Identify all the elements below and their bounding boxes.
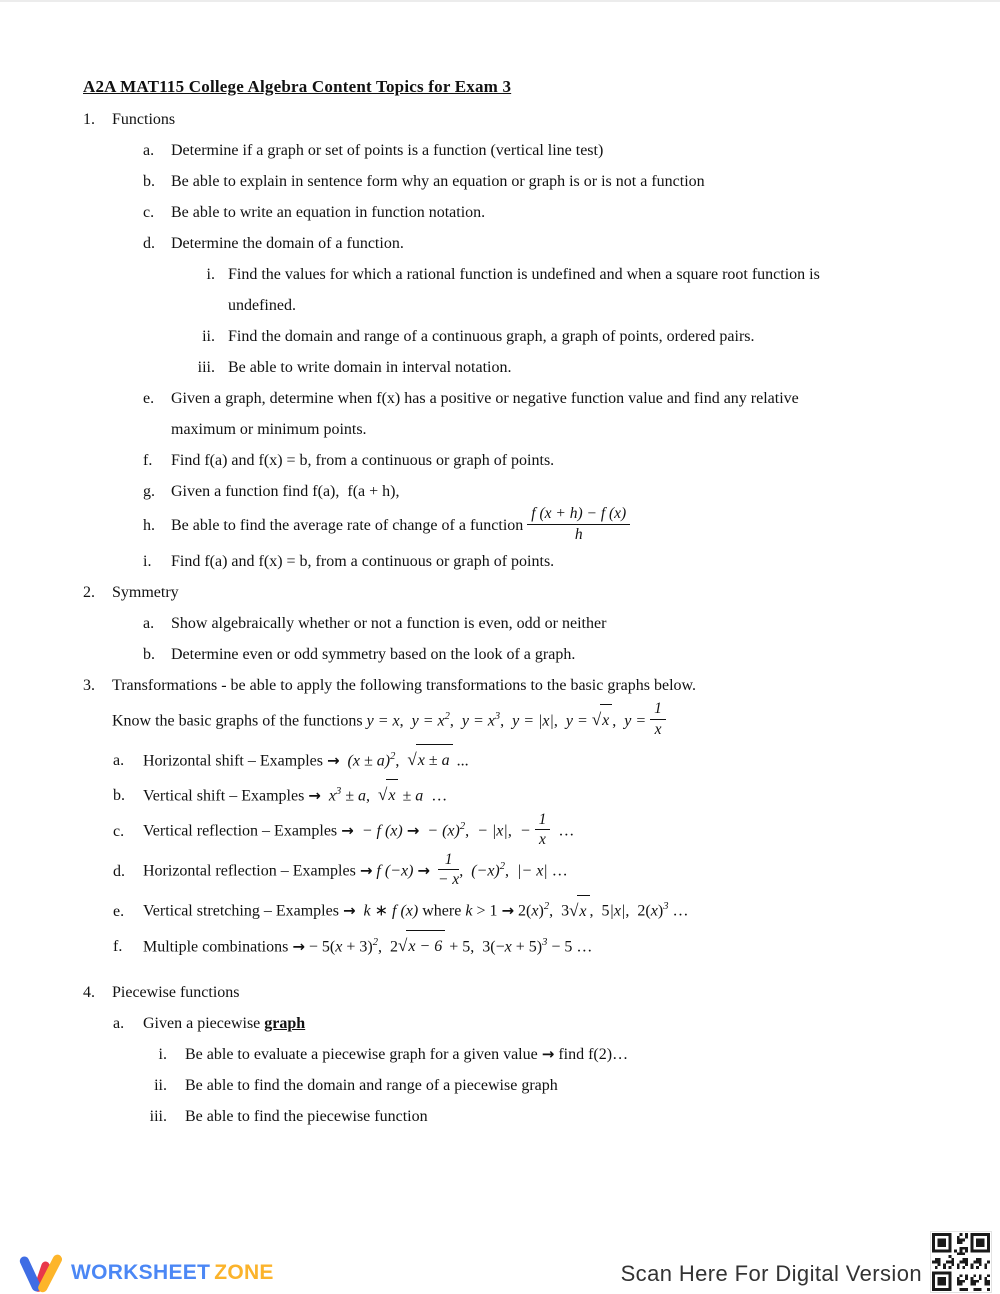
list-item — [0, 1008, 1000, 1039]
list-marker: ii. — [202, 328, 215, 345]
text-run: + 5, 3(− — [445, 937, 505, 955]
text-run: Functions — [112, 111, 176, 128]
math-run: (−x) — [471, 862, 500, 880]
arrow-icon: → — [541, 1044, 555, 1063]
text-run: Determine the domain of a function. — [171, 235, 404, 252]
text-run: , — [553, 711, 566, 729]
text-run: , — [507, 822, 520, 840]
list-marker: c. — [143, 204, 155, 221]
text-run: , — [465, 822, 478, 840]
list-marker: b. — [143, 645, 155, 663]
list-marker: 1. — [83, 111, 95, 128]
list-item — [0, 166, 1000, 197]
math-run: x — [335, 937, 343, 955]
fraction-denominator: h — [574, 525, 583, 543]
radicand: x — [600, 704, 612, 736]
text-run: Piecewise functions — [112, 983, 240, 1001]
fraction — [527, 505, 630, 544]
list-item — [0, 445, 1000, 476]
fraction-denominator: x — [539, 831, 546, 849]
math-run: ± a — [398, 787, 424, 805]
math-run: ± a — [341, 787, 367, 805]
fraction — [535, 811, 551, 850]
arrow-icon: → — [417, 861, 430, 880]
radicand: x − 6 — [406, 930, 445, 962]
text-run: maximum or minimum points. — [171, 421, 367, 438]
list-item — [0, 104, 1000, 135]
math-run: y = |x| — [512, 711, 554, 729]
list-marker: i. — [143, 552, 152, 570]
text-run: Be able to find the average rate of change of a function — [171, 516, 528, 534]
list-item — [0, 851, 1000, 891]
text-run: … — [668, 902, 689, 920]
text-run — [321, 787, 329, 804]
math-run: k — [465, 902, 473, 920]
math-run: x — [504, 937, 512, 955]
text-run: , 2( — [625, 902, 651, 920]
fraction-numerator: 1 — [438, 851, 459, 871]
text-run: Know the basic graphs of the functions — [112, 711, 367, 729]
arrow-icon: → — [341, 821, 354, 840]
text-run: , — [612, 711, 625, 729]
text-run: Horizontal shift – Examples — [143, 751, 327, 769]
fraction — [438, 851, 459, 890]
text-run: … — [423, 787, 448, 805]
text-run: − 5( — [304, 937, 336, 955]
list-item — [0, 891, 1000, 926]
math-run: x — [650, 902, 658, 920]
text-run: ) — [538, 902, 544, 920]
sqrt-expression — [569, 900, 589, 920]
worksheetzone-logo-icon — [18, 1252, 62, 1294]
brand-name-worksheet: WORKSHEET — [71, 1261, 211, 1284]
logo-stroke-blue — [24, 1261, 36, 1287]
text-run: Given a function find f(a), f(a + h), — [171, 483, 400, 500]
math-run: y = x — [461, 711, 495, 729]
fraction-numerator: 1 — [535, 811, 551, 831]
text-run: , 5 — [589, 902, 610, 920]
list-item — [0, 927, 1000, 962]
math-run: f (−x) — [376, 862, 414, 880]
list-item — [0, 507, 1000, 546]
sqrt-expression — [378, 787, 398, 804]
exponent: 2 — [459, 821, 466, 833]
list-item — [0, 290, 1000, 321]
list-marker: g. — [143, 483, 155, 500]
sqrt-expression — [397, 935, 445, 955]
math-run: − |x| — [477, 822, 508, 840]
text-run: + 5) — [511, 937, 543, 955]
list-item — [0, 476, 1000, 507]
text-run: , — [500, 711, 513, 729]
list-marker: 3. — [83, 676, 95, 694]
exponent: 2 — [543, 901, 550, 913]
radical-sign: √ — [397, 935, 408, 955]
exponent: 3 — [542, 936, 548, 948]
fraction-denominator: x — [654, 720, 662, 738]
list-item — [0, 1101, 1000, 1132]
list-item — [0, 776, 1000, 811]
sqrt-expression — [407, 749, 452, 769]
text-run: Vertical shift – Examples — [143, 787, 309, 805]
list-item — [0, 228, 1000, 259]
list-item — [0, 701, 1000, 741]
radicand: x ± a — [416, 744, 453, 776]
text-run: Be able to explain in sentence form why an equation or graph is or is not a function — [171, 173, 705, 190]
text-run — [430, 863, 438, 880]
fraction-numerator: f (x + h) − f (x) — [527, 505, 630, 525]
list-item — [0, 414, 1000, 445]
text-run: , — [505, 862, 517, 880]
exponent: 3 — [335, 785, 342, 797]
text-run: , — [459, 862, 472, 880]
list-marker: 4. — [83, 983, 95, 1001]
math-run: x — [531, 902, 539, 920]
text-run: Transformations - be able to apply the following transformations to the basic graphs below. — [112, 676, 697, 694]
list-marker: a. — [113, 1014, 125, 1032]
list-marker: i. — [158, 1045, 167, 1063]
math-run: |− x| — [517, 862, 548, 880]
math-run: − — [519, 822, 535, 840]
footer — [0, 1228, 1000, 1294]
radical-sign: √ — [378, 785, 388, 805]
arrow-icon: → — [406, 821, 420, 840]
text-run: Vertical stretching – Examples — [143, 902, 343, 920]
list-marker: 2. — [83, 583, 95, 601]
arrow-icon: → — [342, 901, 356, 920]
exponent: 2 — [444, 710, 450, 722]
list-marker: i. — [206, 266, 215, 283]
text-run: > 1 — [472, 902, 502, 920]
document-body — [0, 76, 1000, 1132]
list-item — [0, 321, 1000, 352]
list-marker: d. — [113, 862, 125, 880]
list-item — [0, 1039, 1000, 1070]
text-run: Find the domain and range of a continuous graph, a graph of points, ordered pairs. — [228, 328, 755, 345]
text-run: Be able to write an equation in function notation. — [171, 204, 486, 221]
text-run — [356, 903, 364, 920]
list-marker: c. — [113, 822, 125, 840]
text-run: Find f(a) and f(x) = b, from a continuous or graph of points. — [171, 552, 555, 570]
list-item — [0, 741, 1000, 776]
fraction-denominator: − x — [437, 871, 460, 889]
exponent: 3 — [494, 710, 501, 722]
math-run: y = — [565, 711, 592, 729]
text-run: ... — [452, 751, 469, 769]
text-run: … — [547, 862, 568, 880]
emphasized-term: graph — [264, 1014, 306, 1032]
outline-list — [0, 104, 1000, 1132]
brand-logo — [18, 1252, 274, 1294]
text-run: + 3) — [342, 937, 373, 955]
list-item — [0, 608, 1000, 639]
list-marker: f. — [113, 937, 123, 955]
arrow-icon: → — [326, 750, 340, 769]
text-run: Be able to find the piecewise function — [185, 1107, 428, 1125]
math-run: f (x) — [392, 902, 419, 920]
exponent: 2 — [372, 936, 378, 948]
text-run: , 2 — [377, 937, 398, 955]
text-run: Determine if a graph or set of points is a function (vertical line test) — [171, 142, 604, 159]
list-marker: ii. — [154, 1076, 167, 1094]
list-item — [0, 1070, 1000, 1101]
list-marker: b. — [113, 787, 125, 805]
text-run: Find the values for which a rational function is undefined and when a square root function is — [228, 266, 820, 283]
list-item — [0, 639, 1000, 670]
text-run: Horizontal reflection – Examples — [143, 862, 360, 880]
arrow-icon: → — [359, 861, 373, 880]
list-item — [0, 135, 1000, 166]
text-run: , — [449, 711, 462, 729]
page-top-border — [0, 0, 1000, 2]
radicand: x — [386, 779, 398, 811]
list-marker: h. — [143, 516, 155, 534]
exponent: 2 — [390, 750, 396, 762]
fraction-numerator: 1 — [650, 700, 666, 720]
math-run: − f (x) — [361, 822, 403, 840]
math-run: k — [363, 902, 371, 920]
text-run: find f(2)… — [554, 1045, 629, 1063]
list-marker: a. — [143, 142, 155, 159]
text-run: , — [395, 751, 408, 769]
list-item — [0, 197, 1000, 228]
arrow-icon: → — [501, 901, 515, 920]
list-marker: a. — [113, 751, 125, 769]
radical-sign: √ — [407, 749, 417, 769]
math-run: |x| — [609, 902, 626, 920]
list-item — [0, 670, 1000, 701]
list-marker: iii. — [149, 1107, 167, 1125]
text-run: , — [366, 787, 379, 805]
list-item — [0, 546, 1000, 577]
text-run: ) — [657, 902, 664, 920]
list-marker: iii. — [197, 359, 215, 376]
text-run: Given a graph, determine when f(x) has a positive or negative function value and find any relative — [171, 390, 799, 407]
text-run: where — [418, 902, 466, 920]
list-marker: f. — [143, 452, 153, 469]
arrow-icon: → — [292, 936, 305, 955]
list-item — [0, 811, 1000, 851]
text-run — [354, 823, 362, 840]
text-run: 2( — [514, 902, 532, 920]
list-marker: d. — [143, 235, 155, 252]
brand-name-zone: ZONE — [214, 1261, 274, 1284]
text-run: Find f(a) and f(x) = b, from a continuous or graph of points. — [171, 452, 555, 469]
page-title: A2A MAT115 College Algebra Content Topics for Exam 3 — [83, 77, 512, 96]
text-run: Be able to write domain in interval notation. — [228, 359, 512, 376]
math-run: x — [328, 787, 336, 805]
fraction — [650, 700, 666, 739]
text-run: undefined. — [228, 297, 296, 314]
sqrt-expression — [591, 709, 612, 729]
exponent: 3 — [663, 901, 669, 913]
radicand: x — [577, 895, 589, 927]
text-run: Given a piecewise — [143, 1014, 265, 1032]
math-run: y = x — [411, 711, 445, 729]
math-run: y = — [624, 711, 651, 729]
exponent: 2 — [499, 861, 505, 873]
text-run: ∗ — [370, 902, 393, 920]
math-run: y = x — [366, 711, 400, 729]
text-run: , — [399, 711, 412, 729]
text-run: , 3 — [549, 902, 570, 920]
text-run: − 5 … — [547, 937, 593, 955]
scan-here-text: Scan Here For Digital Version — [620, 1261, 922, 1286]
radical-sign: √ — [591, 709, 602, 729]
text-run: Be able to evaluate a piecewise graph for a given value — [185, 1045, 542, 1063]
text-run — [340, 752, 348, 769]
list-marker: b. — [143, 173, 155, 190]
math-run: − (x) — [427, 822, 460, 840]
list-item — [0, 383, 1000, 414]
radical-sign: √ — [569, 900, 579, 920]
text-run: Show algebraically whether or not a function is even, odd or neither — [171, 614, 607, 632]
text-run: Multiple combinations — [143, 937, 293, 955]
list-item — [0, 977, 1000, 1008]
qr-code-frame — [930, 1231, 992, 1293]
text-run: Vertical reflection – Examples — [143, 822, 342, 840]
list-marker: a. — [143, 614, 155, 632]
qr-code — [932, 1233, 990, 1291]
list-marker: e. — [113, 902, 125, 920]
text-run: Be able to find the domain and range of a piecewise graph — [185, 1076, 558, 1094]
math-run: (x ± a) — [347, 751, 391, 769]
arrow-icon: → — [308, 786, 321, 805]
list-marker: e. — [143, 390, 155, 407]
list-item — [0, 577, 1000, 608]
list-item — [0, 352, 1000, 383]
list-item — [0, 259, 1000, 290]
text-run: Symmetry — [112, 583, 179, 601]
text-run: … — [550, 822, 575, 840]
text-run: Determine even or odd symmetry based on the look of a graph. — [171, 645, 576, 663]
